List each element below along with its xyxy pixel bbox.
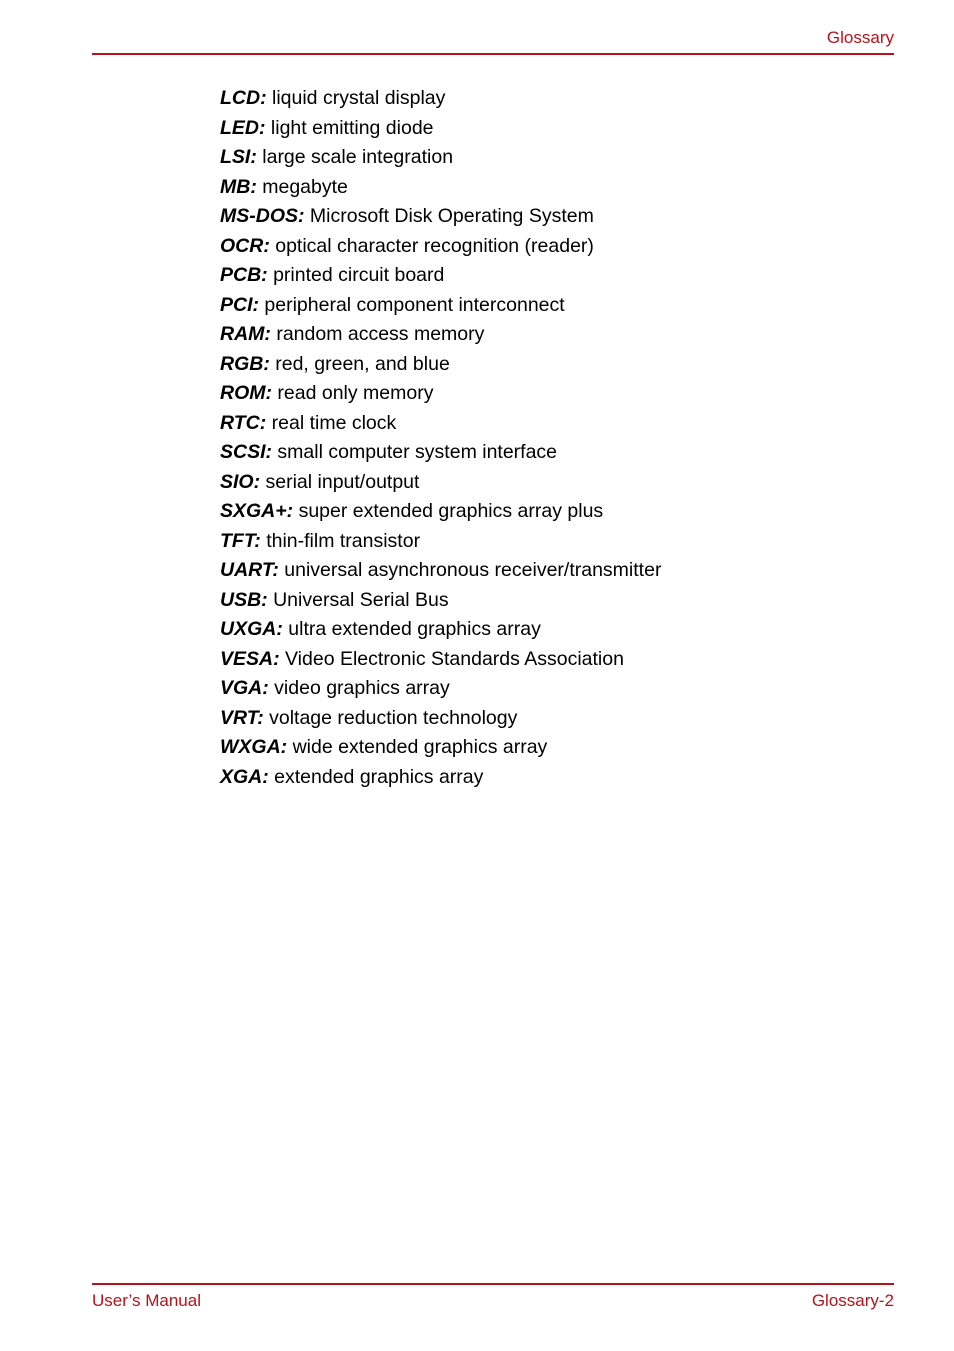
- header-divider: [92, 53, 894, 55]
- glossary-entry: [220, 704, 661, 734]
- glossary-definition: liquid crystal display: [266, 87, 446, 109]
- glossary-definition: small computer system interface: [272, 441, 558, 463]
- glossary-definition: optical character recognition (reader): [269, 234, 594, 257]
- glossary-entry: [220, 763, 661, 793]
- glossary-definition: extended graphics array: [268, 765, 484, 788]
- glossary-term: LED:: [220, 116, 266, 139]
- glossary-term: USB:: [220, 588, 268, 611]
- glossary-entry: [220, 586, 661, 616]
- glossary-entry: [220, 674, 661, 704]
- page-header-title: Glossary: [826, 28, 894, 47]
- glossary-entry: [220, 733, 661, 763]
- glossary-term: SXGA+:: [220, 500, 294, 522]
- glossary-term: MB:: [220, 175, 257, 198]
- glossary-definition: Universal Serial Bus: [267, 588, 449, 611]
- glossary-entry: [220, 261, 661, 291]
- glossary-term: RGB:: [220, 352, 270, 375]
- glossary-definition: megabyte: [256, 175, 348, 198]
- glossary-term: OCR:: [220, 234, 270, 257]
- glossary-entry: [220, 114, 661, 144]
- glossary-entry: [220, 556, 661, 586]
- glossary-term: ROM:: [220, 382, 272, 404]
- glossary-term: TFT:: [220, 529, 261, 552]
- glossary-entry: [220, 409, 661, 439]
- glossary-term: VESA:: [220, 647, 280, 670]
- glossary-definition: wide extended graphics array: [287, 736, 548, 758]
- glossary-definition: read only memory: [272, 382, 434, 404]
- glossary-definition: serial input/output: [260, 470, 420, 493]
- footer-divider: [92, 1283, 894, 1285]
- glossary-term: SCSI:: [220, 441, 273, 463]
- glossary-term: VRT:: [220, 706, 264, 729]
- glossary-entry: [220, 379, 661, 409]
- glossary-term: UART:: [220, 559, 279, 581]
- glossary-term: PCB:: [220, 264, 268, 286]
- glossary-term: SIO:: [220, 470, 261, 493]
- glossary-definition: red, green, and blue: [269, 352, 450, 375]
- glossary-definition: light emitting diode: [265, 116, 434, 139]
- glossary-entry: [220, 527, 661, 557]
- glossary-definition: random access memory: [270, 323, 485, 345]
- glossary-term: LCD:: [220, 87, 267, 109]
- glossary-entry: [220, 645, 661, 675]
- glossary-entry: [220, 438, 661, 468]
- glossary-definition: ultra extended graphics array: [282, 618, 541, 640]
- glossary-definition: Microsoft Disk Operating System: [304, 205, 594, 227]
- glossary-term: PCI:: [220, 293, 259, 316]
- glossary-entry: [220, 291, 661, 321]
- glossary-entry: [220, 615, 661, 645]
- glossary-definition: large scale integration: [256, 146, 454, 168]
- glossary-term: RAM:: [220, 323, 271, 345]
- glossary-definition: Video Electronic Standards Association: [279, 647, 624, 670]
- glossary-entry: [220, 84, 661, 114]
- glossary-term: VGA:: [220, 677, 269, 699]
- glossary-definition: real time clock: [266, 411, 397, 434]
- glossary-term: LSI:: [220, 146, 257, 168]
- glossary-list: [220, 84, 661, 792]
- glossary-definition: voltage reduction technology: [263, 706, 518, 729]
- glossary-definition: universal asynchronous receiver/transmitter: [278, 559, 662, 581]
- glossary-entry: [220, 497, 661, 527]
- glossary-entry: [220, 173, 661, 203]
- glossary-entry: [220, 320, 661, 350]
- glossary-definition: video graphics array: [268, 677, 450, 699]
- glossary-term: RTC:: [220, 411, 267, 434]
- glossary-term: UXGA:: [220, 618, 283, 640]
- glossary-entry: [220, 143, 661, 173]
- glossary-entry: [220, 232, 661, 262]
- glossary-definition: thin-film transistor: [260, 529, 421, 552]
- glossary-term: XGA:: [220, 765, 269, 788]
- glossary-definition: printed circuit board: [267, 264, 445, 286]
- glossary-term: MS-DOS:: [220, 205, 305, 227]
- glossary-entry: [220, 350, 661, 380]
- glossary-entry: [220, 468, 661, 498]
- footer-manual-label: User’s Manual: [92, 1291, 201, 1310]
- glossary-definition: peripheral component interconnect: [259, 293, 565, 316]
- glossary-entry: [220, 202, 661, 232]
- glossary-term: WXGA:: [220, 736, 288, 758]
- footer-page-number: Glossary-2: [811, 1291, 894, 1310]
- glossary-definition: super extended graphics array plus: [293, 500, 604, 522]
